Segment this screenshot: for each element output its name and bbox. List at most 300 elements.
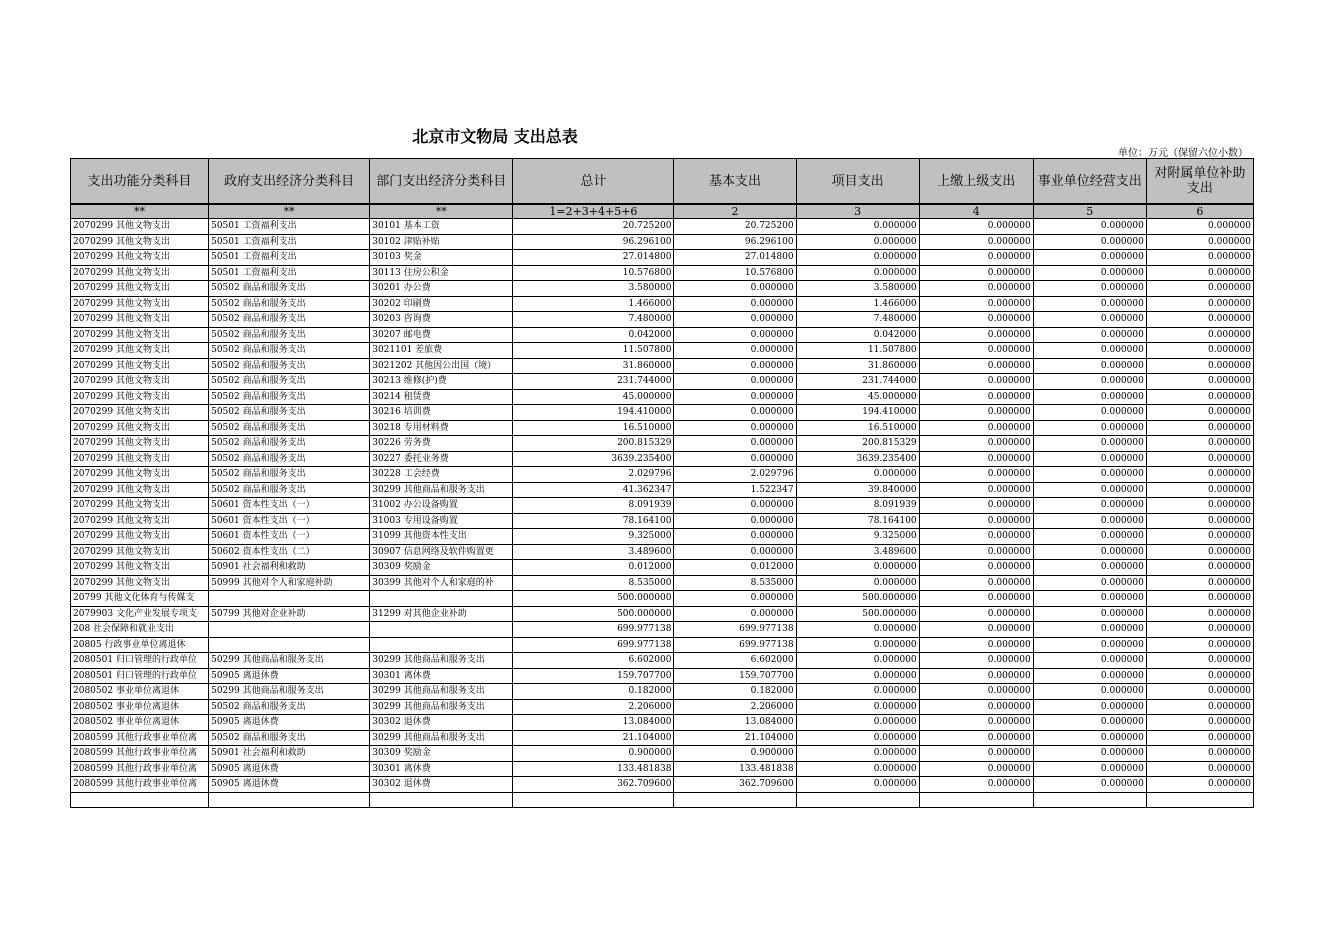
blank-cell — [919, 792, 1033, 807]
business-cell: 0.000000 — [1033, 715, 1146, 731]
basic-cell: 0.000000 — [674, 606, 796, 622]
project-cell: 0.000000 — [796, 777, 919, 793]
project-cell: 1.466000 — [796, 296, 919, 312]
index-cell: ** — [370, 204, 513, 219]
table-row — [71, 529, 1254, 545]
table-row — [71, 250, 1254, 266]
government-economic-cell: 50501 工资福利支出 — [209, 265, 370, 281]
government-economic-cell: 50501 工资福利支出 — [209, 250, 370, 266]
project-cell: 0.000000 — [796, 746, 919, 762]
government-economic-cell: 50502 商品和服务支出 — [209, 405, 370, 421]
government-economic-cell: 50799 其他对企业补助 — [209, 606, 370, 622]
project-cell: 9.325000 — [796, 529, 919, 545]
total-cell: 8.091939 — [513, 498, 674, 514]
basic-cell: 27.014800 — [674, 250, 796, 266]
function-category-cell: 2070299 其他文物支出 — [71, 312, 209, 328]
basic-cell: 1.522347 — [674, 482, 796, 498]
project-cell: 3.580000 — [796, 281, 919, 297]
function-category-cell: 2070299 其他文物支出 — [71, 498, 209, 514]
table-row — [71, 389, 1254, 405]
subsidy-cell: 0.000000 — [1146, 358, 1253, 374]
department-economic-cell: 30302 退休费 — [370, 715, 513, 731]
subsidy-cell: 0.000000 — [1146, 637, 1253, 653]
basic-cell: 0.000000 — [674, 420, 796, 436]
project-cell: 0.000000 — [796, 668, 919, 684]
table-row — [71, 622, 1254, 638]
total-cell: 20.725200 — [513, 219, 674, 235]
basic-cell: 699.977138 — [674, 622, 796, 638]
total-cell: 699.977138 — [513, 622, 674, 638]
total-cell: 11.507800 — [513, 343, 674, 359]
subsidy-cell: 0.000000 — [1146, 622, 1253, 638]
basic-cell: 159.707700 — [674, 668, 796, 684]
function-category-cell: 2070299 其他文物支出 — [71, 219, 209, 235]
function-category-cell: 2080599 其他行政事业单位离 — [71, 777, 209, 793]
header-function-category: 支出功能分类科目 — [71, 159, 209, 205]
business-cell: 0.000000 — [1033, 637, 1146, 653]
business-cell: 0.000000 — [1033, 498, 1146, 514]
remit-cell: 0.000000 — [919, 513, 1033, 529]
business-cell: 0.000000 — [1033, 234, 1146, 250]
table-row — [71, 606, 1254, 622]
total-cell: 500.000000 — [513, 591, 674, 607]
remit-cell: 0.000000 — [919, 560, 1033, 576]
total-cell: 41.362347 — [513, 482, 674, 498]
project-cell: 0.000000 — [796, 653, 919, 669]
total-cell: 78.164100 — [513, 513, 674, 529]
basic-cell: 0.182000 — [674, 684, 796, 700]
basic-cell: 0.000000 — [674, 389, 796, 405]
government-economic-cell: 50502 商品和服务支出 — [209, 420, 370, 436]
business-cell: 0.000000 — [1033, 668, 1146, 684]
project-cell: 3639.235400 — [796, 451, 919, 467]
function-category-cell: 208 社会保障和就业支出 — [71, 622, 209, 638]
business-cell: 0.000000 — [1033, 684, 1146, 700]
subsidy-cell: 0.000000 — [1146, 451, 1253, 467]
project-cell: 45.000000 — [796, 389, 919, 405]
remit-cell: 0.000000 — [919, 405, 1033, 421]
total-cell: 27.014800 — [513, 250, 674, 266]
table-row — [71, 715, 1254, 731]
department-economic-cell: 30227 委托业务费 — [370, 451, 513, 467]
basic-cell: 6.602000 — [674, 653, 796, 669]
project-cell: 39.840000 — [796, 482, 919, 498]
project-cell: 194.410000 — [796, 405, 919, 421]
remit-cell: 0.000000 — [919, 312, 1033, 328]
basic-cell: 0.000000 — [674, 405, 796, 421]
government-economic-cell: 50905 离退休费 — [209, 668, 370, 684]
remit-cell: 0.000000 — [919, 544, 1033, 560]
government-economic-cell: 50602 资本性支出（二） — [209, 544, 370, 560]
basic-cell: 0.000000 — [674, 591, 796, 607]
total-cell: 16.510000 — [513, 420, 674, 436]
total-cell: 45.000000 — [513, 389, 674, 405]
basic-cell: 0.000000 — [674, 358, 796, 374]
total-cell: 500.000000 — [513, 606, 674, 622]
remit-cell: 0.000000 — [919, 327, 1033, 343]
subsidy-cell: 0.000000 — [1146, 327, 1253, 343]
header-business-operation: 事业单位经营支出 — [1033, 159, 1146, 205]
government-economic-cell: 50299 其他商品和服务支出 — [209, 684, 370, 700]
table-row — [71, 281, 1254, 297]
subsidy-cell: 0.000000 — [1146, 606, 1253, 622]
function-category-cell: 2070299 其他文物支出 — [71, 296, 209, 312]
subsidy-cell: 0.000000 — [1146, 436, 1253, 452]
subsidy-cell: 0.000000 — [1146, 343, 1253, 359]
project-cell: 11.507800 — [796, 343, 919, 359]
basic-cell: 133.481838 — [674, 761, 796, 777]
total-cell: 9.325000 — [513, 529, 674, 545]
department-economic-cell: 30216 培训费 — [370, 405, 513, 421]
remit-cell: 0.000000 — [919, 482, 1033, 498]
basic-cell: 10.576800 — [674, 265, 796, 281]
blank-cell — [71, 792, 209, 807]
index-cell: 6 — [1146, 204, 1253, 219]
table-row — [71, 746, 1254, 762]
blank-row — [71, 792, 1254, 807]
table-row — [71, 699, 1254, 715]
total-cell: 10.576800 — [513, 265, 674, 281]
table-row — [71, 513, 1254, 529]
subsidy-cell: 0.000000 — [1146, 312, 1253, 328]
government-economic-cell: 50999 其他对个人和家庭补助 — [209, 575, 370, 591]
index-row — [71, 204, 1254, 219]
basic-cell: 2.206000 — [674, 699, 796, 715]
function-category-cell: 2070299 其他文物支出 — [71, 327, 209, 343]
business-cell: 0.000000 — [1033, 622, 1146, 638]
department-economic-cell: 30228 工会经费 — [370, 467, 513, 483]
subsidy-cell: 0.000000 — [1146, 219, 1253, 235]
basic-cell: 96.296100 — [674, 234, 796, 250]
basic-cell: 13.084000 — [674, 715, 796, 731]
department-economic-cell: 3021202 其他因公出国（境） — [370, 358, 513, 374]
function-category-cell: 2070299 其他文物支出 — [71, 513, 209, 529]
table-row — [71, 467, 1254, 483]
subsidy-cell: 0.000000 — [1146, 420, 1253, 436]
function-category-cell: 2070299 其他文物支出 — [71, 529, 209, 545]
subsidy-cell: 0.000000 — [1146, 467, 1253, 483]
government-economic-cell: 50501 工资福利支出 — [209, 219, 370, 235]
department-economic-cell: 31099 其他资本性支出 — [370, 529, 513, 545]
remit-cell: 0.000000 — [919, 746, 1033, 762]
function-category-cell: 2079903 文化产业发展专项支 — [71, 606, 209, 622]
department-economic-cell: 31003 专用设备购置 — [370, 513, 513, 529]
department-economic-cell: 30202 印刷费 — [370, 296, 513, 312]
total-cell: 200.815329 — [513, 436, 674, 452]
government-economic-cell: 50905 离退休费 — [209, 777, 370, 793]
remit-cell: 0.000000 — [919, 575, 1033, 591]
function-category-cell: 2080599 其他行政事业单位离 — [71, 746, 209, 762]
department-economic-cell: 30103 奖金 — [370, 250, 513, 266]
department-economic-cell: 30214 租赁费 — [370, 389, 513, 405]
government-economic-cell: 50502 商品和服务支出 — [209, 358, 370, 374]
remit-cell: 0.000000 — [919, 436, 1033, 452]
table-row — [71, 730, 1254, 746]
remit-cell: 0.000000 — [919, 668, 1033, 684]
subsidy-cell: 0.000000 — [1146, 529, 1253, 545]
basic-cell: 20.725200 — [674, 219, 796, 235]
table-row — [71, 591, 1254, 607]
department-economic-cell: 30226 劳务费 — [370, 436, 513, 452]
table-row — [71, 482, 1254, 498]
table-body — [71, 219, 1254, 808]
table-row — [71, 374, 1254, 390]
basic-cell: 0.000000 — [674, 374, 796, 390]
function-category-cell: 2070299 其他文物支出 — [71, 358, 209, 374]
remit-cell: 0.000000 — [919, 684, 1033, 700]
remit-cell: 0.000000 — [919, 622, 1033, 638]
function-category-cell: 2080502 事业单位离退休 — [71, 699, 209, 715]
project-cell: 0.000000 — [796, 234, 919, 250]
department-economic-cell: 30299 其他商品和服务支出 — [370, 730, 513, 746]
table-row — [71, 668, 1254, 684]
business-cell: 0.000000 — [1033, 513, 1146, 529]
index-cell: 3 — [796, 204, 919, 219]
government-economic-cell — [209, 622, 370, 638]
total-cell: 0.900000 — [513, 746, 674, 762]
function-category-cell: 2070299 其他文物支出 — [71, 281, 209, 297]
business-cell: 0.000000 — [1033, 560, 1146, 576]
department-economic-cell: 30301 离休费 — [370, 668, 513, 684]
remit-cell: 0.000000 — [919, 467, 1033, 483]
project-cell: 0.000000 — [796, 467, 919, 483]
total-cell: 699.977138 — [513, 637, 674, 653]
basic-cell: 21.104000 — [674, 730, 796, 746]
subsidy-cell: 0.000000 — [1146, 374, 1253, 390]
table-row — [71, 498, 1254, 514]
project-cell: 0.000000 — [796, 560, 919, 576]
business-cell: 0.000000 — [1033, 761, 1146, 777]
blank-cell — [1146, 792, 1253, 807]
total-cell: 7.480000 — [513, 312, 674, 328]
remit-cell: 0.000000 — [919, 358, 1033, 374]
government-economic-cell: 50901 社会福利和救助 — [209, 560, 370, 576]
index-cell: ** — [71, 204, 209, 219]
project-cell: 16.510000 — [796, 420, 919, 436]
government-economic-cell: 50501 工资福利支出 — [209, 234, 370, 250]
total-cell: 0.012000 — [513, 560, 674, 576]
department-economic-cell: 31002 办公设备购置 — [370, 498, 513, 514]
header-government-economic-category: 政府支出经济分类科目 — [209, 159, 370, 205]
function-category-cell: 2070299 其他文物支出 — [71, 575, 209, 591]
index-cell: 5 — [1033, 204, 1146, 219]
remit-cell: 0.000000 — [919, 250, 1033, 266]
business-cell: 0.000000 — [1033, 575, 1146, 591]
business-cell: 0.000000 — [1033, 591, 1146, 607]
table-row — [71, 637, 1254, 653]
government-economic-cell: 50502 商品和服务支出 — [209, 312, 370, 328]
business-cell: 0.000000 — [1033, 343, 1146, 359]
header-project-expenditure: 项目支出 — [796, 159, 919, 205]
table-row — [71, 358, 1254, 374]
function-category-cell: 2080599 其他行政事业单位离 — [71, 761, 209, 777]
basic-cell: 2.029796 — [674, 467, 796, 483]
department-economic-cell — [370, 622, 513, 638]
subsidy-cell: 0.000000 — [1146, 544, 1253, 560]
subsidy-cell: 0.000000 — [1146, 761, 1253, 777]
government-economic-cell: 50502 商品和服务支出 — [209, 699, 370, 715]
basic-cell: 0.000000 — [674, 544, 796, 560]
department-economic-cell: 30299 其他商品和服务支出 — [370, 699, 513, 715]
header-subsidiary-subsidy: 对附属单位补助支出 — [1146, 159, 1253, 205]
government-economic-cell: 50502 商品和服务支出 — [209, 730, 370, 746]
department-economic-cell: 31299 对其他企业补助 — [370, 606, 513, 622]
business-cell: 0.000000 — [1033, 544, 1146, 560]
remit-cell: 0.000000 — [919, 451, 1033, 467]
function-category-cell: 2070299 其他文物支出 — [71, 265, 209, 281]
remit-cell: 0.000000 — [919, 296, 1033, 312]
department-economic-cell: 30309 奖励金 — [370, 746, 513, 762]
government-economic-cell: 50901 社会福利和救助 — [209, 746, 370, 762]
department-economic-cell: 30203 咨询费 — [370, 312, 513, 328]
government-economic-cell: 50299 其他商品和服务支出 — [209, 653, 370, 669]
project-cell: 0.000000 — [796, 684, 919, 700]
government-economic-cell: 50502 商品和服务支出 — [209, 389, 370, 405]
government-economic-cell — [209, 637, 370, 653]
department-economic-cell: 30907 信息网络及软件购置更 — [370, 544, 513, 560]
subsidy-cell: 0.000000 — [1146, 250, 1253, 266]
business-cell: 0.000000 — [1033, 281, 1146, 297]
remit-cell: 0.000000 — [919, 234, 1033, 250]
function-category-cell: 2070299 其他文物支出 — [71, 482, 209, 498]
table-row — [71, 343, 1254, 359]
project-cell: 0.000000 — [796, 575, 919, 591]
subsidy-cell: 0.000000 — [1146, 482, 1253, 498]
index-cell: ** — [209, 204, 370, 219]
blank-cell — [370, 792, 513, 807]
basic-cell: 0.000000 — [674, 343, 796, 359]
header-total: 总计 — [513, 159, 674, 205]
function-category-cell: 2070299 其他文物支出 — [71, 436, 209, 452]
total-cell: 194.410000 — [513, 405, 674, 421]
business-cell: 0.000000 — [1033, 420, 1146, 436]
department-economic-cell: 30201 办公费 — [370, 281, 513, 297]
government-economic-cell: 50502 商品和服务支出 — [209, 482, 370, 498]
remit-cell: 0.000000 — [919, 653, 1033, 669]
table-row — [71, 405, 1254, 421]
department-economic-cell: 30299 其他商品和服务支出 — [370, 684, 513, 700]
total-cell: 133.481838 — [513, 761, 674, 777]
total-cell: 6.602000 — [513, 653, 674, 669]
subsidy-cell: 0.000000 — [1146, 653, 1253, 669]
total-cell: 21.104000 — [513, 730, 674, 746]
project-cell: 500.000000 — [796, 591, 919, 607]
remit-cell: 0.000000 — [919, 606, 1033, 622]
subsidy-cell: 0.000000 — [1146, 715, 1253, 731]
government-economic-cell: 50905 离退休费 — [209, 761, 370, 777]
blank-cell — [674, 792, 796, 807]
total-cell: 8.535000 — [513, 575, 674, 591]
subsidy-cell: 0.000000 — [1146, 777, 1253, 793]
business-cell: 0.000000 — [1033, 296, 1146, 312]
subsidy-cell: 0.000000 — [1146, 668, 1253, 684]
basic-cell: 0.900000 — [674, 746, 796, 762]
function-category-cell: 2080501 归口管理的行政单位 — [71, 668, 209, 684]
government-economic-cell: 50502 商品和服务支出 — [209, 467, 370, 483]
subsidy-cell: 0.000000 — [1146, 575, 1253, 591]
function-category-cell: 2080502 事业单位离退休 — [71, 684, 209, 700]
project-cell: 3.489600 — [796, 544, 919, 560]
table-row — [71, 653, 1254, 669]
table-row — [71, 312, 1254, 328]
subsidy-cell: 0.000000 — [1146, 296, 1253, 312]
total-cell: 31.860000 — [513, 358, 674, 374]
project-cell: 0.042000 — [796, 327, 919, 343]
department-economic-cell: 30301 离休费 — [370, 761, 513, 777]
table-row — [71, 451, 1254, 467]
blank-cell — [796, 792, 919, 807]
department-economic-cell — [370, 637, 513, 653]
subsidy-cell: 0.000000 — [1146, 405, 1253, 421]
business-cell: 0.000000 — [1033, 219, 1146, 235]
department-economic-cell: 30299 其他商品和服务支出 — [370, 653, 513, 669]
table-row — [71, 265, 1254, 281]
table-row — [71, 219, 1254, 235]
basic-cell: 0.012000 — [674, 560, 796, 576]
government-economic-cell: 50502 商品和服务支出 — [209, 343, 370, 359]
business-cell: 0.000000 — [1033, 451, 1146, 467]
project-cell: 200.815329 — [796, 436, 919, 452]
department-economic-cell: 30213 维修(护)费 — [370, 374, 513, 390]
total-cell: 3639.235400 — [513, 451, 674, 467]
basic-cell: 0.000000 — [674, 327, 796, 343]
department-economic-cell: 30309 奖励金 — [370, 560, 513, 576]
function-category-cell: 2070299 其他文物支出 — [71, 343, 209, 359]
table-row — [71, 296, 1254, 312]
department-economic-cell: 30218 专用材料费 — [370, 420, 513, 436]
business-cell: 0.000000 — [1033, 529, 1146, 545]
total-cell: 0.182000 — [513, 684, 674, 700]
business-cell: 0.000000 — [1033, 467, 1146, 483]
project-cell: 7.480000 — [796, 312, 919, 328]
subsidy-cell: 0.000000 — [1146, 281, 1253, 297]
function-category-cell: 2070299 其他文物支出 — [71, 420, 209, 436]
business-cell: 0.000000 — [1033, 265, 1146, 281]
total-cell: 231.744000 — [513, 374, 674, 390]
function-category-cell: 2080501 归口管理的行政单位 — [71, 653, 209, 669]
project-cell: 0.000000 — [796, 219, 919, 235]
remit-cell: 0.000000 — [919, 420, 1033, 436]
table-row — [71, 684, 1254, 700]
project-cell: 78.164100 — [796, 513, 919, 529]
basic-cell: 0.000000 — [674, 529, 796, 545]
total-cell: 2.206000 — [513, 699, 674, 715]
function-category-cell: 2070299 其他文物支出 — [71, 560, 209, 576]
table-row — [71, 560, 1254, 576]
business-cell: 0.000000 — [1033, 312, 1146, 328]
index-cell: 4 — [919, 204, 1033, 219]
total-cell: 1.466000 — [513, 296, 674, 312]
remit-cell: 0.000000 — [919, 374, 1033, 390]
department-economic-cell — [370, 591, 513, 607]
blank-cell — [513, 792, 674, 807]
remit-cell: 0.000000 — [919, 343, 1033, 359]
table-row — [71, 575, 1254, 591]
table-row — [71, 544, 1254, 560]
total-cell: 13.084000 — [513, 715, 674, 731]
basic-cell: 0.000000 — [674, 451, 796, 467]
business-cell: 0.000000 — [1033, 606, 1146, 622]
business-cell: 0.000000 — [1033, 405, 1146, 421]
table-row — [71, 436, 1254, 452]
project-cell: 231.744000 — [796, 374, 919, 390]
remit-cell: 0.000000 — [919, 777, 1033, 793]
subsidy-cell: 0.000000 — [1146, 498, 1253, 514]
business-cell: 0.000000 — [1033, 482, 1146, 498]
basic-cell: 0.000000 — [674, 436, 796, 452]
expenditure-table — [70, 158, 1254, 808]
function-category-cell: 2080502 事业单位离退休 — [71, 715, 209, 731]
